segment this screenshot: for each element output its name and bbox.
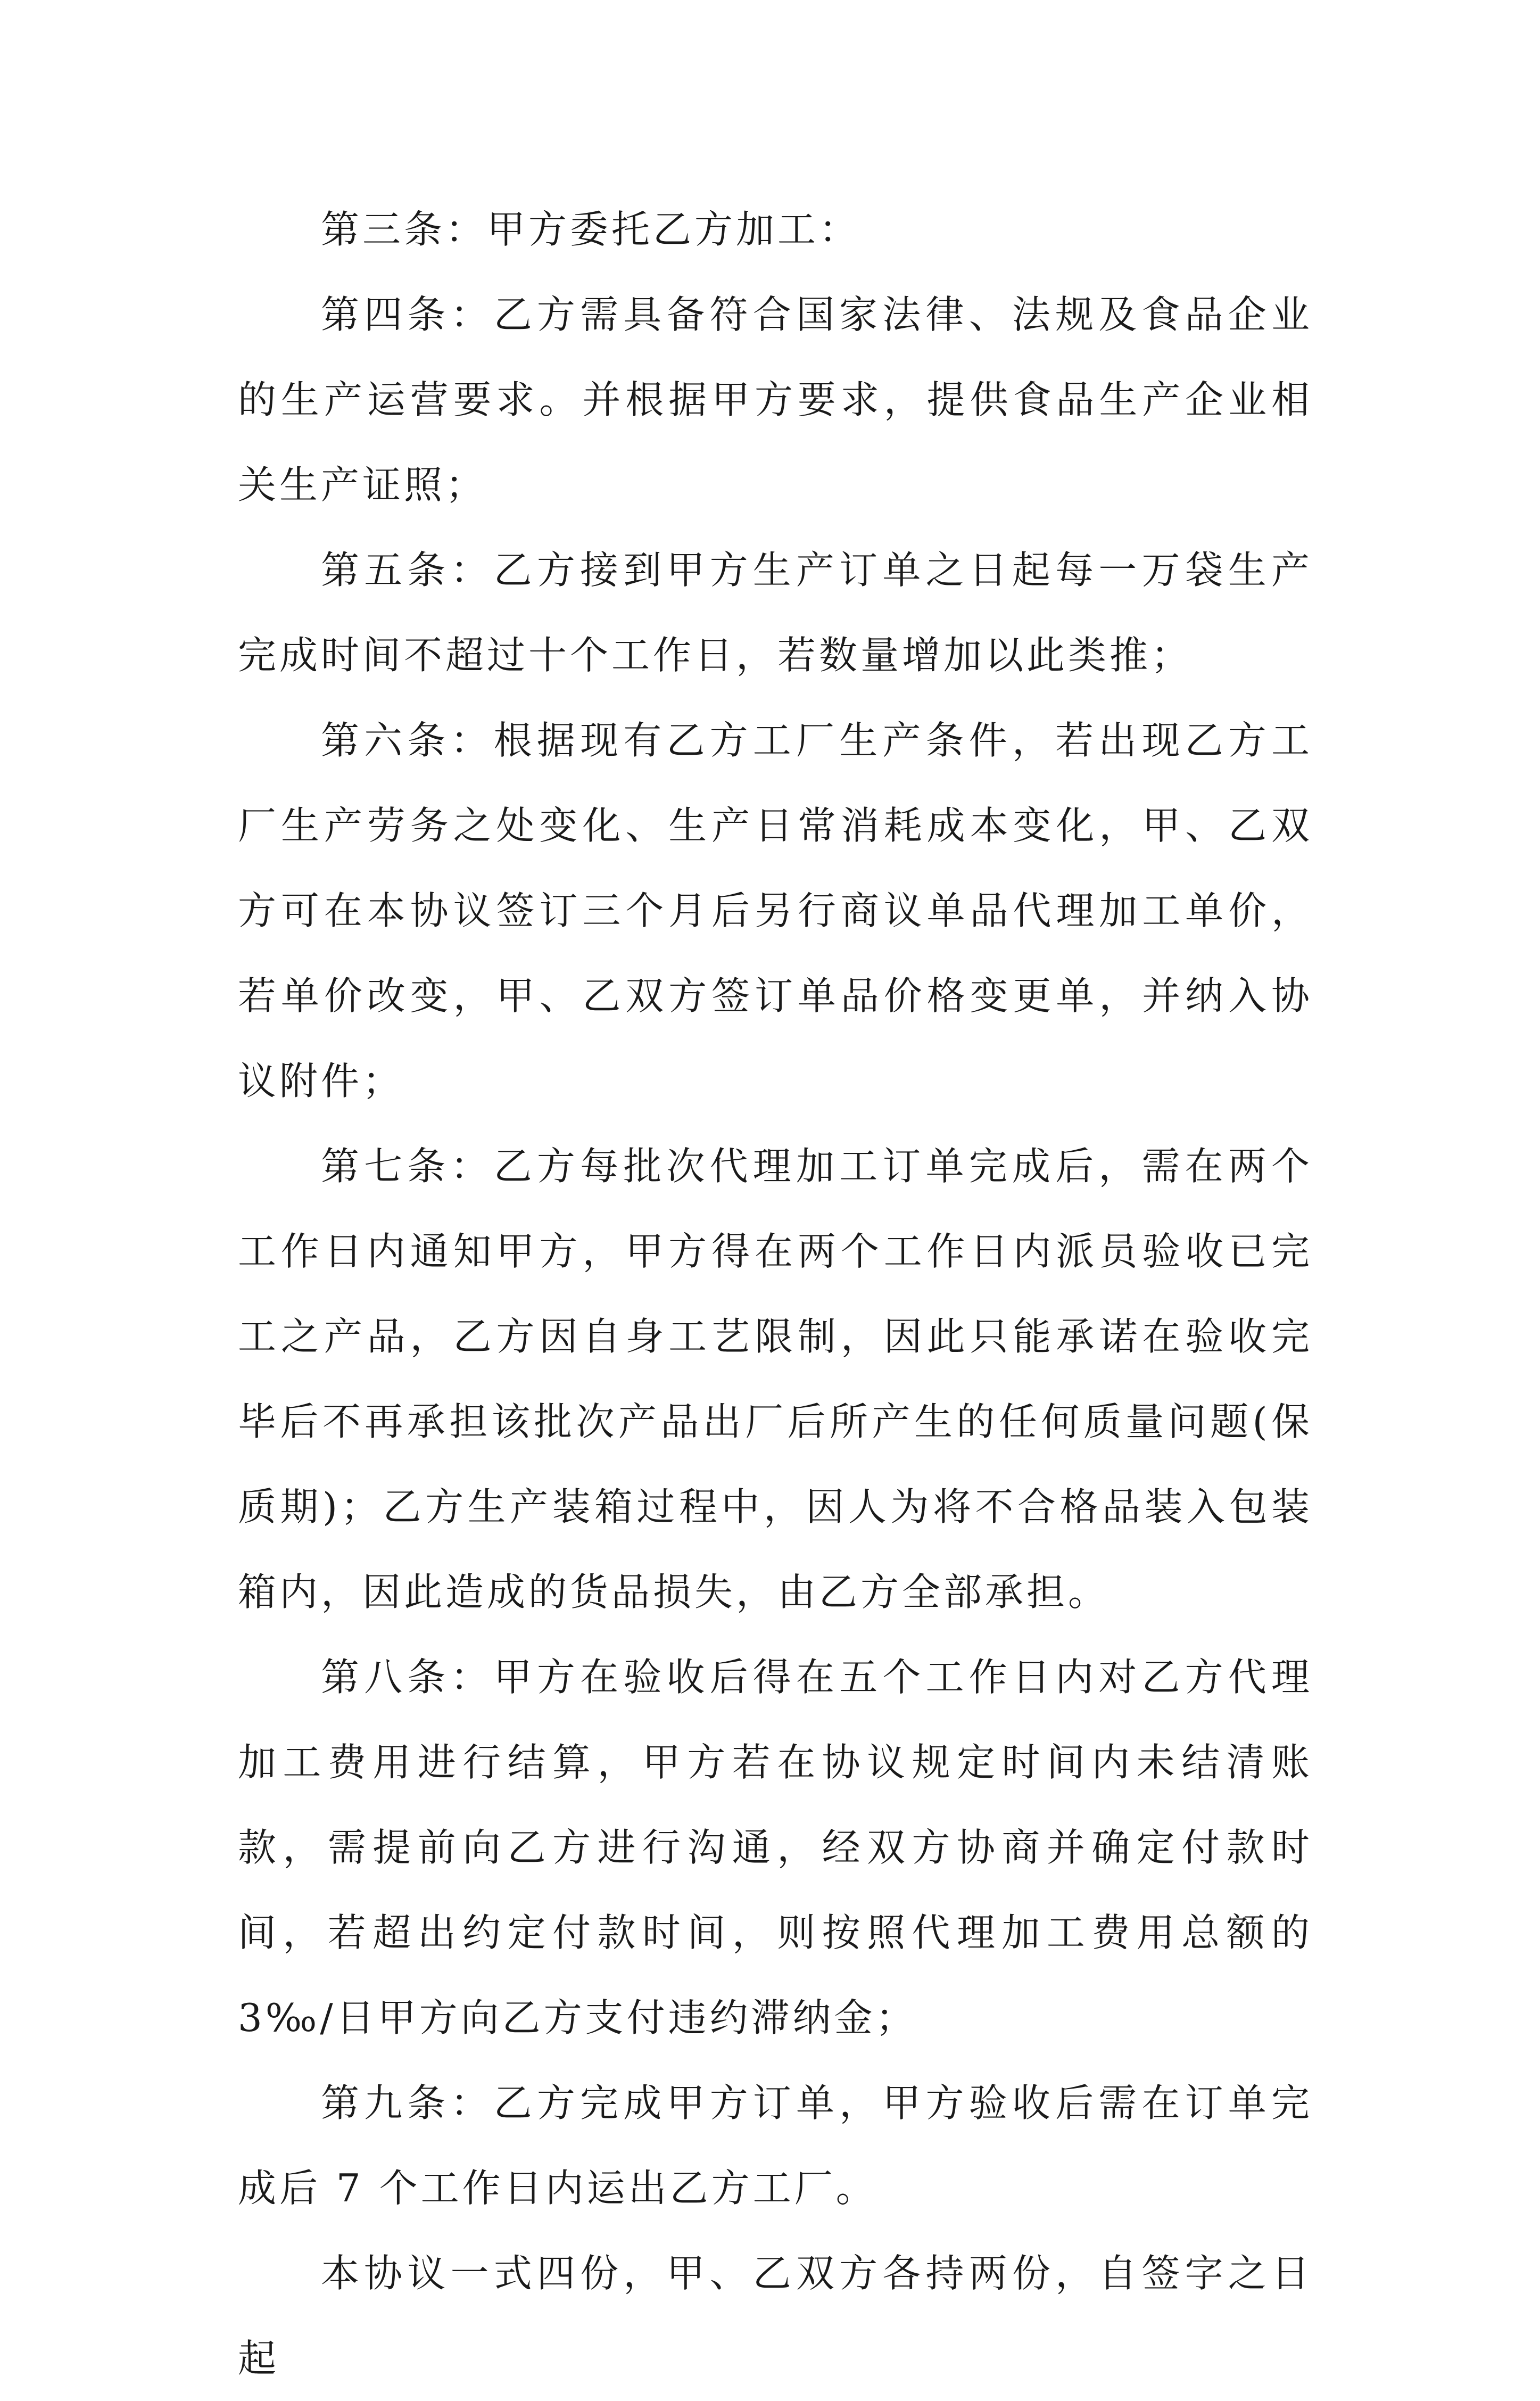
paragraph-article-7: 第七条：乙方每批次代理加工订单完成后，需在两个工作日内通知甲方，甲方得在两个工作日内派员验收已完工之产品，乙方因自身工艺限制，因此只能承诺在验收完毕后不再承担该批次产品出厂后所产生的任何质量问题(保质期)；乙方生产装箱过程中，因人为将不合格品装入包装箱内，因此造成的货品损失，由乙方全部承担。	[238, 1144, 1313, 1614]
paragraph-article-9: 第九条：乙方完成甲方订单，甲方验收后需在订单完成后 7 个工作日内运出乙方工厂。	[238, 2081, 1313, 2210]
paragraph-article-3: 第三条：甲方委托乙方加工：	[321, 207, 861, 252]
paragraph-article-6: 第六条：根据现有乙方工厂生产条件，若出现乙方工厂生产劳务之处变化、生产日常消耗成本变化，甲、乙双方可在本协议签订三个月后另行商议单品代理加工单价，若单价改变，甲、乙双方签订单品价格变更单，并纳入协议附件；	[238, 718, 1313, 1103]
paragraph-article-4: 第四条：乙方需具备符合国家法律、法规及食品企业的生产运营要求。并根据甲方要求，提供食品生产企业相关生产证照；	[238, 292, 1313, 507]
paragraph-article-8: 第八条：甲方在验收后得在五个工作日内对乙方代理加工费用进行结算，甲方若在协议规定时间内未结清账款，需提前向乙方进行沟通，经双方协商并确定付款时间，若超出约定付款时间，则按照代理加工费用总额的 3‰/日甲方向乙方支付违约滞纳金；	[238, 1655, 1313, 2040]
paragraph-article-5: 第五条：乙方接到甲方生产订单之日起每一万袋生产完成时间不超过十个工作日，若数量增加以此类推；	[238, 548, 1313, 678]
paragraph-closing: 本协议一式四份，甲、乙双方各持两份，自签字之日起	[238, 2251, 1313, 2381]
document-body	[238, 187, 1313, 2401]
